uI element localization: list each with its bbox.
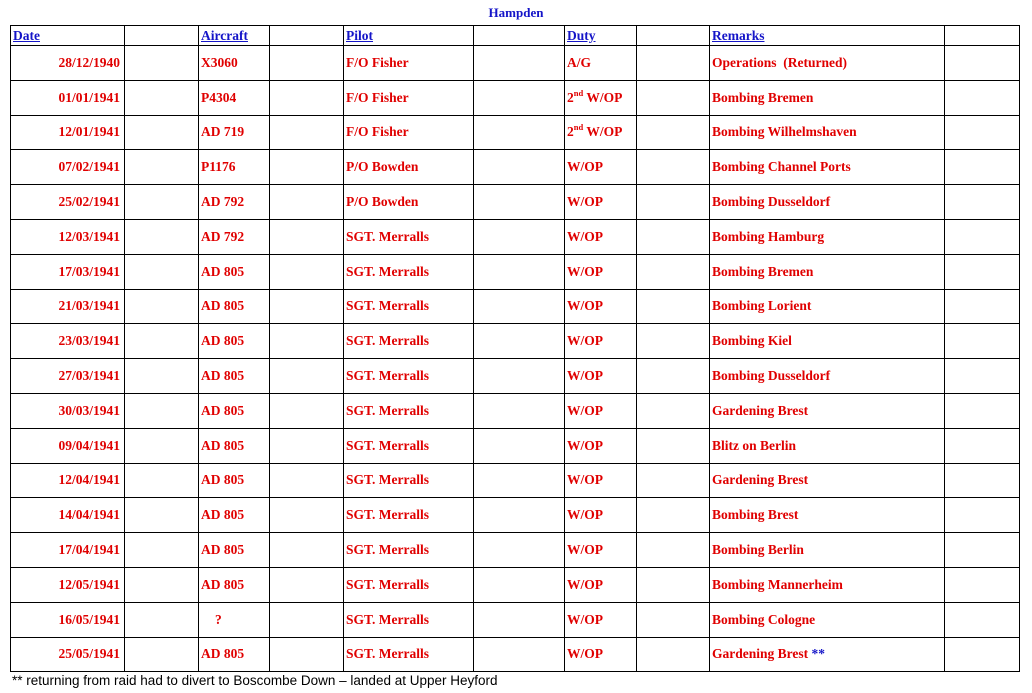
duty-text: W/OP: [567, 194, 603, 210]
date-cell: 27/03/1941: [11, 359, 125, 394]
duty-cell: [565, 533, 637, 568]
table-row: [11, 602, 1020, 637]
pilot-cell: SGT. Merralls: [344, 219, 474, 254]
blank-cell: [637, 185, 710, 220]
remarks-cell: [710, 185, 945, 220]
date-cell: 12/04/1941: [11, 463, 125, 498]
date-cell: 17/04/1941: [11, 533, 125, 568]
header-duty: Duty: [565, 26, 637, 46]
duty-cell: [565, 46, 637, 81]
duty-cell: [565, 393, 637, 428]
remarks-text: Bombing Brest: [712, 507, 799, 523]
blank-cell: [125, 324, 199, 359]
blank-cell: [125, 533, 199, 568]
header-remarks: Remarks: [710, 26, 945, 46]
duty-text: W/OP: [567, 228, 603, 244]
remarks-cell: [710, 219, 945, 254]
page-title: Hampden: [488, 5, 544, 20]
blank-cell: [270, 393, 344, 428]
table-row: [11, 498, 1020, 533]
remarks-cell: [710, 533, 945, 568]
aircraft-cell: AD 805: [199, 359, 270, 394]
aircraft-cell: P1176: [199, 150, 270, 185]
duty-text: W/OP: [567, 507, 603, 523]
blank-cell: [945, 359, 1020, 394]
remarks-text: Operations (Returned): [712, 54, 847, 70]
blank-cell: [945, 567, 1020, 602]
blank-cell: [125, 150, 199, 185]
blank-cell: [270, 359, 344, 394]
blank-cell: [125, 185, 199, 220]
blank-cell: [270, 567, 344, 602]
aircraft-cell: P4304: [199, 80, 270, 115]
remarks-cell: [710, 80, 945, 115]
header-aircraft: Aircraft: [199, 26, 270, 46]
blank-cell: [474, 80, 565, 115]
header-pilot: Pilot: [344, 26, 474, 46]
remarks-cell: [710, 637, 945, 672]
blank-cell: [270, 115, 344, 150]
blank-cell: [637, 463, 710, 498]
blank-cell: [474, 359, 565, 394]
blank-cell: [270, 46, 344, 81]
table-row: [11, 393, 1020, 428]
blank-cell: [125, 359, 199, 394]
footnote-marker: **: [811, 646, 826, 662]
blank-cell: [270, 533, 344, 568]
blank-cell: [637, 115, 710, 150]
table-row: [11, 463, 1020, 498]
blank-cell: [125, 498, 199, 533]
blank-cell: [270, 219, 344, 254]
blank-cell: [945, 393, 1020, 428]
blank-cell: [945, 324, 1020, 359]
blank-cell: [270, 428, 344, 463]
pilot-cell: SGT. Merralls: [344, 428, 474, 463]
aircraft-cell: X3060: [199, 46, 270, 81]
date-cell: 09/04/1941: [11, 428, 125, 463]
aircraft-cell: ?: [199, 602, 270, 637]
duty-text: W/OP: [567, 611, 603, 627]
blank-cell: [945, 533, 1020, 568]
aircraft-cell: AD 805: [199, 567, 270, 602]
blank-cell: [125, 289, 199, 324]
date-cell: 25/02/1941: [11, 185, 125, 220]
blank-cell: [945, 498, 1020, 533]
blank-cell: [270, 463, 344, 498]
blank-cell: [474, 637, 565, 672]
table-row: [11, 219, 1020, 254]
blank-cell: [945, 219, 1020, 254]
aircraft-cell: AD 792: [199, 185, 270, 220]
blank-cell: [125, 567, 199, 602]
blank-cell: [637, 533, 710, 568]
pilot-cell: SGT. Merralls: [344, 463, 474, 498]
blank-cell: [125, 80, 199, 115]
header-row: [11, 26, 1020, 46]
blank-cell: [945, 463, 1020, 498]
blank-cell: [474, 289, 565, 324]
remarks-text: Bombing Kiel: [712, 333, 792, 349]
blank-cell: [637, 289, 710, 324]
remarks-cell: [710, 115, 945, 150]
pilot-cell: SGT. Merralls: [344, 324, 474, 359]
header-blank: [270, 26, 344, 46]
blank-cell: [637, 602, 710, 637]
pilot-cell: P/O Bowden: [344, 185, 474, 220]
pilot-cell: P/O Bowden: [344, 150, 474, 185]
pilot-cell: SGT. Merralls: [344, 289, 474, 324]
duty-cell: [565, 254, 637, 289]
blank-cell: [945, 602, 1020, 637]
duty-text: W/OP: [583, 124, 623, 140]
duty-text: W/OP: [567, 437, 603, 453]
date-cell: 14/04/1941: [11, 498, 125, 533]
aircraft-cell: AD 805: [199, 254, 270, 289]
aircraft-cell: AD 719: [199, 115, 270, 150]
pilot-cell: SGT. Merralls: [344, 602, 474, 637]
remarks-cell: [710, 393, 945, 428]
duty-text: W/OP: [567, 368, 603, 384]
blank-cell: [270, 80, 344, 115]
table-row: [11, 428, 1020, 463]
blank-cell: [474, 498, 565, 533]
blank-cell: [125, 46, 199, 81]
duty-text: W/OP: [567, 472, 603, 488]
pilot-cell: SGT. Merralls: [344, 567, 474, 602]
duty-cell: [565, 567, 637, 602]
duty-text: W/OP: [567, 402, 603, 418]
remarks-text: Bombing Channel Ports: [712, 159, 851, 175]
table-row: [11, 46, 1020, 81]
blank-cell: [270, 185, 344, 220]
remarks-text: Bombing Hamburg: [712, 228, 825, 244]
header-blank: [474, 26, 565, 46]
duty-text: W/OP: [567, 333, 603, 349]
blank-cell: [474, 115, 565, 150]
remarks-text: Gardening Brest: [712, 402, 809, 418]
aircraft-cell: AD 805: [199, 393, 270, 428]
table-row: [11, 80, 1020, 115]
remarks-text: Bombing Bremen: [712, 263, 814, 279]
blank-cell: [637, 150, 710, 185]
blank-cell: [474, 185, 565, 220]
table-row: [11, 567, 1020, 602]
duty-cell: [565, 150, 637, 185]
blank-cell: [474, 254, 565, 289]
blank-cell: [637, 567, 710, 602]
remarks-cell: [710, 324, 945, 359]
table-row: [11, 533, 1020, 568]
blank-cell: [945, 289, 1020, 324]
blank-cell: [945, 185, 1020, 220]
blank-cell: [945, 46, 1020, 81]
blank-cell: [474, 219, 565, 254]
aircraft-cell: AD 792: [199, 219, 270, 254]
table-row: [11, 324, 1020, 359]
header-blank: [945, 26, 1020, 46]
blank-cell: [474, 428, 565, 463]
duty-text: A/G: [567, 54, 592, 70]
flight-log-table: [10, 25, 1020, 672]
blank-cell: [474, 533, 565, 568]
pilot-cell: SGT. Merralls: [344, 254, 474, 289]
blank-cell: [474, 567, 565, 602]
blank-cell: [125, 219, 199, 254]
pilot-cell: F/O Fisher: [344, 115, 474, 150]
date-cell: 01/01/1941: [11, 80, 125, 115]
blank-cell: [637, 637, 710, 672]
remarks-text: Bombing Cologne: [712, 611, 816, 627]
duty-text: W/OP: [583, 89, 623, 105]
date-cell: 30/03/1941: [11, 393, 125, 428]
pilot-cell: SGT. Merralls: [344, 393, 474, 428]
remarks-text: Bombing Dusseldorf: [712, 194, 831, 210]
blank-cell: [945, 115, 1020, 150]
duty-cell: [565, 498, 637, 533]
remarks-text: Bombing Berlin: [712, 542, 804, 558]
duty-text: W/OP: [567, 576, 603, 592]
blank-cell: [125, 115, 199, 150]
table-row: [11, 254, 1020, 289]
table-row: [11, 289, 1020, 324]
duty-text: W/OP: [567, 542, 603, 558]
table-row: [11, 115, 1020, 150]
pilot-cell: F/O Fisher: [344, 46, 474, 81]
duty-superscript: nd: [573, 87, 584, 98]
aircraft-cell: AD 805: [199, 289, 270, 324]
blank-cell: [270, 150, 344, 185]
footnote: ** returning from raid had to divert to Boscombe Down – landed at Upper Heyford: [12, 673, 498, 688]
date-cell: 16/05/1941: [11, 602, 125, 637]
blank-cell: [637, 80, 710, 115]
duty-superscript: nd: [573, 122, 584, 133]
blank-cell: [637, 393, 710, 428]
remarks-text: Bombing Lorient: [712, 298, 812, 314]
pilot-cell: SGT. Merralls: [344, 359, 474, 394]
blank-cell: [945, 637, 1020, 672]
remarks-text: Bombing Mannerheim: [712, 576, 843, 592]
duty-prefix: 2: [567, 89, 574, 105]
blank-cell: [125, 428, 199, 463]
duty-cell: [565, 463, 637, 498]
blank-cell: [270, 498, 344, 533]
blank-cell: [270, 324, 344, 359]
duty-cell: [565, 428, 637, 463]
duty-text: W/OP: [567, 298, 603, 314]
duty-prefix: 2: [567, 124, 574, 140]
remarks-text: Bombing Bremen: [712, 89, 814, 105]
remarks-cell: [710, 463, 945, 498]
blank-cell: [474, 463, 565, 498]
blank-cell: [474, 150, 565, 185]
blank-cell: [474, 324, 565, 359]
pilot-cell: SGT. Merralls: [344, 637, 474, 672]
date-cell: 23/03/1941: [11, 324, 125, 359]
blank-cell: [270, 254, 344, 289]
duty-cell: [565, 289, 637, 324]
table-row: [11, 359, 1020, 394]
duty-cell: [565, 185, 637, 220]
remarks-cell: [710, 46, 945, 81]
date-cell: 12/01/1941: [11, 115, 125, 150]
header-blank: [125, 26, 199, 46]
remarks-cell: [710, 602, 945, 637]
blank-cell: [945, 254, 1020, 289]
blank-cell: [125, 463, 199, 498]
duty-cell: [565, 637, 637, 672]
blank-cell: [474, 393, 565, 428]
duty-cell: [565, 80, 637, 115]
duty-cell: [565, 219, 637, 254]
aircraft-cell: AD 805: [199, 324, 270, 359]
duty-cell: [565, 115, 637, 150]
pilot-cell: F/O Fisher: [344, 80, 474, 115]
pilot-cell: SGT. Merralls: [344, 498, 474, 533]
blank-cell: [125, 393, 199, 428]
remarks-cell: [710, 567, 945, 602]
date-cell: 25/05/1941: [11, 637, 125, 672]
remarks-text: Gardening Brest: [712, 472, 809, 488]
blank-cell: [125, 637, 199, 672]
table-row: [11, 637, 1020, 672]
duty-cell: [565, 602, 637, 637]
blank-cell: [945, 428, 1020, 463]
duty-cell: [565, 359, 637, 394]
table-row: [11, 150, 1020, 185]
blank-cell: [637, 498, 710, 533]
remarks-cell: [710, 254, 945, 289]
duty-text: W/OP: [567, 159, 603, 175]
header-blank: [637, 26, 710, 46]
blank-cell: [945, 80, 1020, 115]
duty-text: W/OP: [567, 646, 603, 662]
remarks-text: Bombing Dusseldorf: [712, 368, 831, 384]
date-cell: 28/12/1940: [11, 46, 125, 81]
remarks-cell: [710, 498, 945, 533]
aircraft-cell: AD 805: [199, 498, 270, 533]
date-cell: 12/05/1941: [11, 567, 125, 602]
remarks-cell: [710, 428, 945, 463]
blank-cell: [270, 289, 344, 324]
blank-cell: [637, 46, 710, 81]
date-cell: 21/03/1941: [11, 289, 125, 324]
date-cell: 12/03/1941: [11, 219, 125, 254]
blank-cell: [125, 254, 199, 289]
blank-cell: [637, 324, 710, 359]
remarks-text: Bombing Wilhelmshaven: [712, 124, 857, 140]
date-cell: 17/03/1941: [11, 254, 125, 289]
duty-text: W/OP: [567, 263, 603, 279]
table-row: [11, 185, 1020, 220]
aircraft-cell: AD 805: [199, 428, 270, 463]
blank-cell: [637, 254, 710, 289]
aircraft-cell: AD 805: [199, 637, 270, 672]
pilot-cell: SGT. Merralls: [344, 533, 474, 568]
blank-cell: [637, 359, 710, 394]
remarks-cell: [710, 289, 945, 324]
blank-cell: [474, 46, 565, 81]
remarks-text: Gardening Brest: [712, 646, 809, 662]
blank-cell: [637, 219, 710, 254]
aircraft-cell: AD 805: [199, 533, 270, 568]
blank-cell: [474, 602, 565, 637]
aircraft-cell: AD 805: [199, 463, 270, 498]
blank-cell: [125, 602, 199, 637]
remarks-text: Blitz on Berlin: [712, 437, 796, 453]
blank-cell: [945, 150, 1020, 185]
header-date: Date: [11, 26, 125, 46]
date-cell: 07/02/1941: [11, 150, 125, 185]
blank-cell: [270, 602, 344, 637]
blank-cell: [270, 637, 344, 672]
remarks-cell: [710, 150, 945, 185]
duty-cell: [565, 324, 637, 359]
blank-cell: [637, 428, 710, 463]
remarks-cell: [710, 359, 945, 394]
